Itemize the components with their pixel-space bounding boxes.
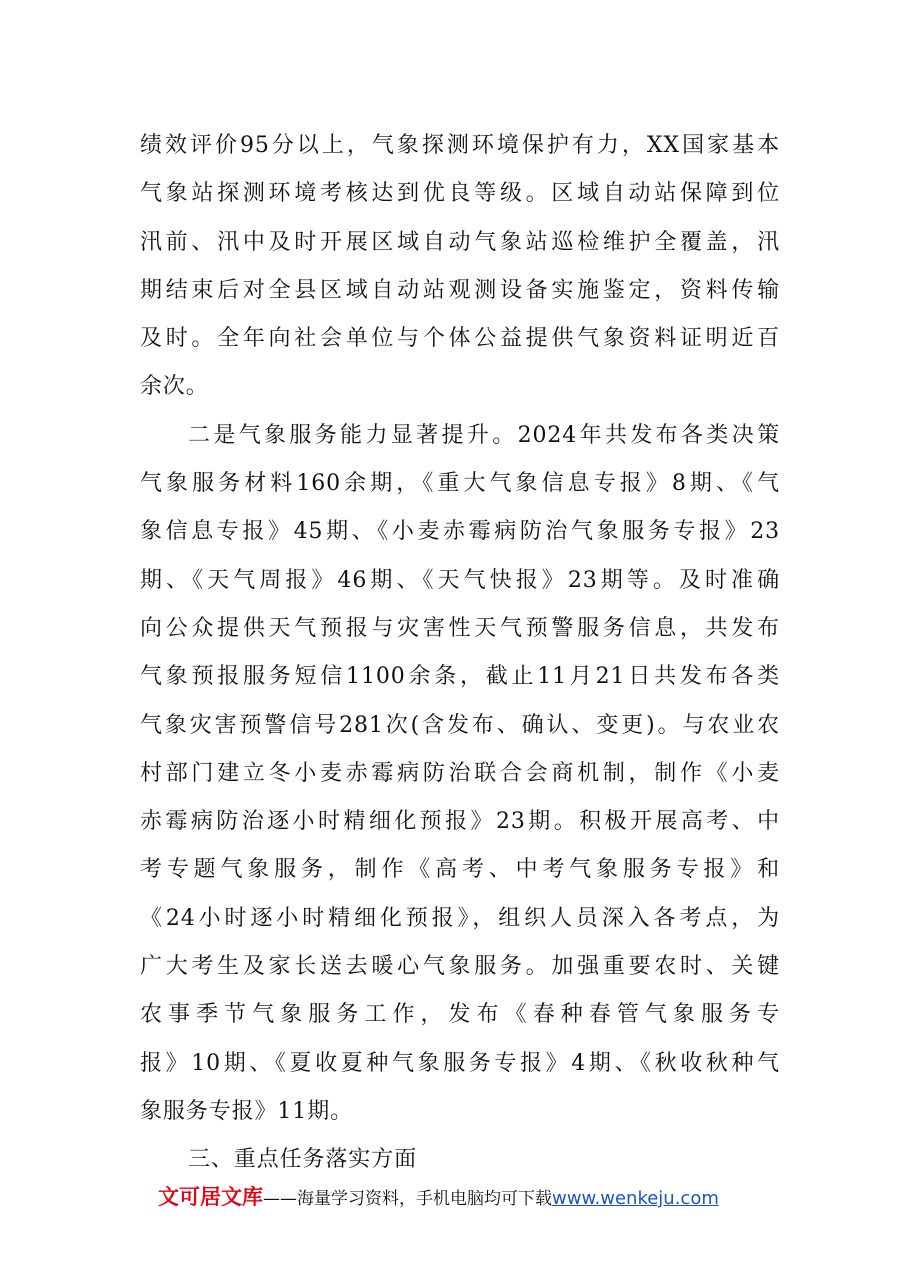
text-line: 余次。	[140, 374, 209, 400]
text-line: 赤霉病防治逐小时精细化预报》23期。积极开展高考、中	[140, 809, 780, 835]
footer-tagline: ——海量学习资料，手机电脑均可下载	[263, 1189, 552, 1209]
text-line: 气象灾害预警信号281次(含发布、确认、变更)。与农业农	[140, 712, 780, 738]
text-line: 期、《天气周报》46期、《天气快报》23期等。及时准确	[140, 567, 780, 593]
document-body	[140, 122, 780, 1185]
footer-banner	[158, 1180, 719, 1214]
text-line: 气象预报服务短信1100余条，截止11月21日共发布各类	[140, 664, 780, 690]
text-line: 汛前、汛中及时开展区域自动气象站巡检维护全覆盖，汛	[140, 229, 780, 255]
text-line: 报》10期、《夏收夏种气象服务专报》4期、《秋收秋种气	[140, 1050, 780, 1076]
text-line: 气象站探测环境考核达到优良等级。区域自动站保障到位	[140, 181, 780, 207]
paragraph-start-line: 二是气象服务能力显著提升。2024年共发布各类决策	[188, 422, 780, 448]
footer-brand: 文可居文库	[158, 1185, 263, 1209]
text-line: 广大考生及家长送去暖心气象服务。加强重要农时、关键	[140, 954, 780, 980]
text-line: 考专题气象服务，制作《高考、中考气象服务专报》和	[140, 857, 780, 883]
text-line: 《24小时逐小时精细化预报》，组织人员深入各考点，为	[140, 905, 780, 931]
text-line: 及时。全年向社会单位与个体公益提供气象资料证明近百	[140, 326, 780, 352]
text-line: 向公众提供天气预报与灾害性天气预警服务信息，共发布	[140, 615, 780, 641]
text-line: 气象服务材料160余期，《重大气象信息专报》8期、《气	[140, 471, 780, 497]
text-line: 象服务专报》11期。	[140, 1098, 353, 1124]
text-line: 农事季节气象服务工作，发布《春种春管气象服务专	[140, 1002, 780, 1028]
text-line: 期结束后对全县区域自动站观测设备实施鉴定，资料传输	[140, 277, 780, 303]
text-line: 绩效评价95分以上，气象探测环境保护有力，XX国家基本	[140, 133, 780, 158]
text-line: 村部门建立冬小麦赤霉病防治联合会商机制，制作《小麦	[140, 760, 780, 786]
footer-website-link[interactable]: www.wenkeju.com	[552, 1188, 719, 1209]
section-heading: 三、重点任务落实方面	[188, 1147, 418, 1173]
text-line: 象信息专报》45期、《小麦赤霉病防治气象服务专报》23	[140, 519, 780, 545]
